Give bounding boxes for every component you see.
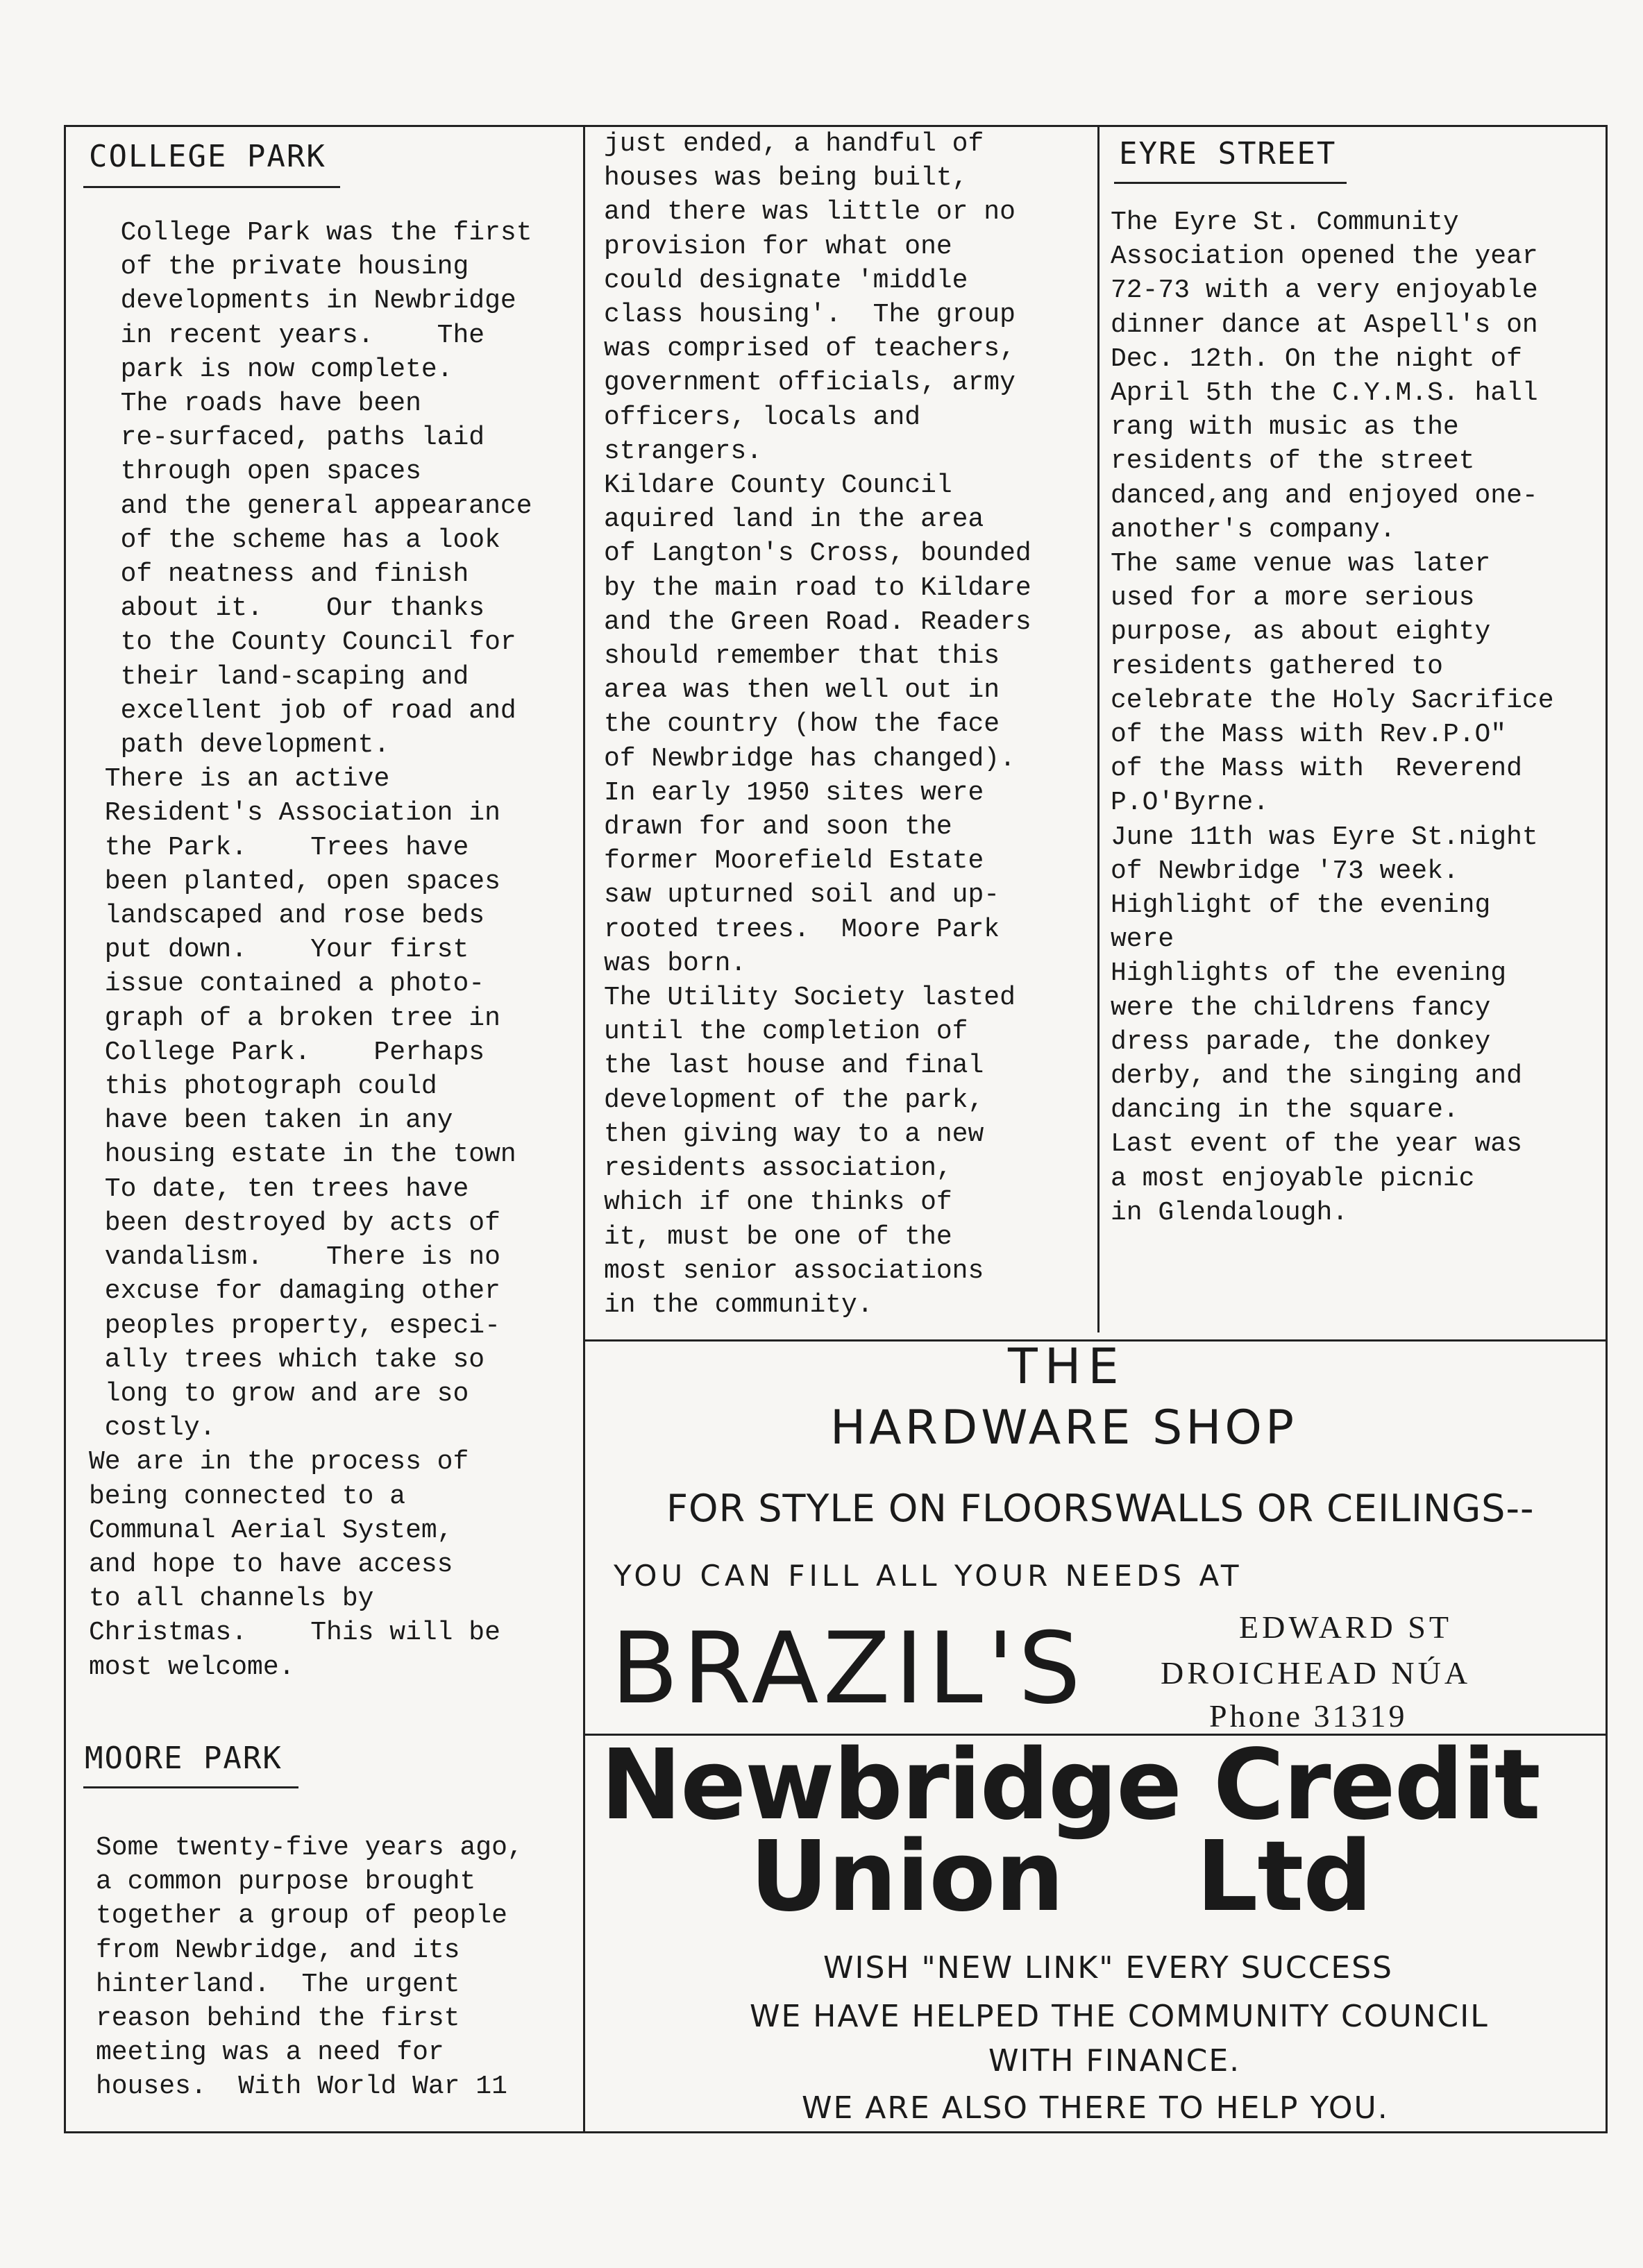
moore-park-text-line: from Newbridge, and its [96, 1935, 460, 1965]
college-park-text-line: about it. Our thanks [89, 593, 485, 624]
eyre-street-text-line: in Glendalough. [1111, 1197, 1349, 1228]
moore-park-continued-text-line: then giving way to a new [604, 1119, 984, 1149]
college-park-text-line: have been taken in any [89, 1106, 453, 1136]
eyre-street-heading-underline [1114, 182, 1347, 184]
credit-union-line4: WE ARE ALSO THERE TO HELP YOU. [802, 2090, 1389, 2126]
college-park-text-line: Resident's Association in [89, 798, 500, 829]
moore-park-continued-text-line: houses was being built, [604, 163, 968, 194]
eyre-street-text-line: dress parade, the donkey [1111, 1026, 1491, 1057]
eyre-street-text-line: of the Mass with Reverend [1111, 754, 1522, 784]
eyre-street-text-line: residents gathered to [1111, 651, 1443, 682]
moore-park-text-line: meeting was a need for [96, 2038, 444, 2068]
moore-park-heading-underline [83, 1786, 298, 1788]
college-park-text-line: vandalism. There is no [89, 1242, 500, 1273]
eyre-street-text-line: derby, and the singing and [1111, 1061, 1522, 1092]
moore-park-heading: MOORE PARK [85, 1741, 283, 1776]
moore-park-continued-text-line: most senior associations [604, 1255, 984, 1286]
moore-park-continued-text-line: the country (how the face [604, 709, 1000, 740]
college-park-text-line: in recent years. The [89, 320, 485, 350]
eyre-street-text-line: 72-73 with a very enjoyable [1111, 276, 1538, 306]
eyre-street-text-line: The same venue was later [1111, 549, 1491, 579]
college-park-text-line: put down. Your first [89, 935, 469, 965]
college-park-text-line: excuse for damaging other [89, 1276, 500, 1307]
moore-park-continued-text-line: could designate 'middle [604, 265, 968, 296]
eyre-street-text-line: Highlight of the evening [1111, 890, 1491, 921]
moore-park-continued-text-line: area was then well out in [604, 675, 1000, 706]
moore-park-continued-text-line: former Moorefield Estate [604, 846, 984, 877]
moore-park-continued-text-line: class housing'. The group [604, 300, 1016, 330]
moore-park-continued-text-line: The Utility Society lasted [604, 983, 1016, 1013]
eyre-street-text-line: were [1111, 924, 1174, 955]
moore-park-continued-text-line: rooted trees. Moore Park [604, 914, 1000, 945]
college-park-text-line: We are in the process of [89, 1447, 469, 1478]
college-park-heading-underline [83, 186, 340, 188]
eyre-street-text-line: danced,ang and enjoyed one- [1111, 480, 1538, 511]
moore-park-continued-text-line: by the main road to Kildare [604, 573, 1031, 603]
column-divider-2 [1097, 125, 1099, 1332]
eyre-street-text-line: rang with music as the [1111, 412, 1459, 443]
eyre-street-text-line: dancing in the square. [1111, 1095, 1459, 1126]
college-park-text-line: of the private housing [89, 252, 469, 282]
college-park-text-line: excellent job of road and [89, 695, 516, 726]
college-park-text-line: path development. [89, 730, 390, 761]
college-park-text-line: College Park. Perhaps [89, 1037, 485, 1067]
hardware-ad-the: THE [1008, 1338, 1126, 1395]
college-park-text-line: their land-scaping and [89, 661, 469, 692]
moore-park-continued-text-line: it, must be one of the [604, 1221, 952, 1252]
moore-park-continued-text-line: saw upturned soil and up- [604, 880, 1000, 911]
college-park-text-line: of neatness and finish [89, 559, 469, 590]
eyre-street-text-line: of Newbridge '73 week. [1111, 856, 1459, 886]
moore-park-continued-text-line: aquired land in the area [604, 505, 984, 535]
eyre-street-text-line: of the Mass with Rev.P.O" [1111, 720, 1507, 750]
hardware-ad-address-street: EDWARD ST [1239, 1609, 1452, 1645]
eyre-street-text-line: Association opened the year [1111, 242, 1538, 272]
moore-park-continued-text-line: in the community. [604, 1289, 873, 1320]
eyre-street-text-line: another's company. [1111, 514, 1396, 545]
moore-park-continued-text-line: strangers. [604, 436, 763, 466]
hardware-ad-line1-right: WALLS OR CEILINGS-- [1115, 1487, 1535, 1530]
moore-park-continued-text-line: was born. [604, 948, 747, 979]
moore-park-text-line: Some twenty-five years ago, [96, 1833, 523, 1863]
college-park-text-line: long to grow and are so [89, 1378, 469, 1409]
college-park-text-line: To date, ten trees have [89, 1174, 469, 1204]
college-park-text-line: being connected to a [89, 1481, 406, 1512]
moore-park-continued-text-line: officers, locals and [604, 402, 921, 432]
eyre-street-text-line: P.O'Byrne. [1111, 788, 1270, 818]
hardware-ad-address-town: DROICHEAD NÚA [1161, 1655, 1472, 1691]
moore-park-text-line: together a group of people [96, 1901, 507, 1931]
credit-union-line1: WISH "NEW LINK" EVERY SUCCESS [823, 1950, 1393, 1986]
moore-park-continued-text-line: In early 1950 sites were [604, 777, 984, 808]
moore-park-text-line: reason behind the first [96, 2004, 460, 2034]
college-park-text-line: and hope to have access [89, 1549, 453, 1580]
moore-park-continued-text-line: development of the park, [604, 1085, 984, 1115]
college-park-text-line: to all channels by [89, 1584, 374, 1614]
moore-park-continued-text-line: government officials, army [604, 368, 1016, 398]
moore-park-continued-text-line: should remember that this [604, 641, 1000, 672]
college-park-body [89, 216, 532, 1684]
moore-park-continued-text-line: just ended, a handful of [604, 129, 984, 159]
college-park-text-line: The roads have been [89, 389, 421, 419]
college-park-text-line: been planted, open spaces [89, 866, 500, 897]
moore-park-continued-text-line: and the Green Road. Readers [604, 607, 1031, 637]
moore-park-continued-text-line: of Newbridge has changed). [604, 743, 1016, 774]
moore-park-continued-text-line: until the completion of [604, 1017, 968, 1047]
column-divider-1 [583, 125, 585, 2133]
credit-union-line2: WE HAVE HELPED THE COMMUNITY COUNCIL [750, 1999, 1489, 2034]
college-park-text-line: re-surfaced, paths laid [89, 423, 485, 453]
college-park-text-line: graph of a broken tree in [89, 1003, 500, 1033]
credit-union-line3: WITH FINANCE. [988, 2043, 1241, 2079]
eyre-street-text-line: residents of the street [1111, 446, 1475, 477]
eyre-street-text-line: celebrate the Holy Sacrifice [1111, 685, 1554, 716]
moore-park-continued-text-line: was comprised of teachers, [604, 334, 1016, 364]
eyre-street-text-line: Highlights of the evening [1111, 958, 1507, 989]
eyre-street-text-line: Last event of the year was [1111, 1129, 1522, 1160]
college-park-text-line: There is an active [89, 764, 390, 795]
moore-park-body [96, 1831, 523, 2104]
college-park-text-line: to the County Council for [89, 627, 516, 658]
moore-park-continued-text-line: provision for what one [604, 231, 952, 262]
eyre-street-text-line: a most enjoyable picnic [1111, 1163, 1475, 1194]
hardware-ad-phone: Phone 31319 [1209, 1698, 1408, 1734]
college-park-text-line: peoples property, especi- [89, 1310, 500, 1341]
eyre-street-text-line: June 11th was Eyre St.night [1111, 822, 1538, 852]
credit-union-title-line2: Union Ltd [750, 1820, 1372, 1933]
eyre-street-text-line: April 5th the C.Y.M.S. hall [1111, 378, 1538, 409]
college-park-text-line: through open spaces [89, 457, 421, 487]
eyre-street-text-line: The Eyre St. Community [1111, 208, 1459, 237]
college-park-text-line: the Park. Trees have [89, 832, 469, 863]
college-park-text-line: this photograph could [89, 1072, 437, 1102]
moore-park-continued-text-line: the last house and final [604, 1051, 984, 1081]
college-park-text-line: developments in Newbridge [89, 286, 516, 316]
eyre-street-heading: EYRE STREET [1119, 136, 1337, 171]
college-park-text-line: landscaped and rose beds [89, 901, 485, 931]
moore-park-continued-text-line: residents association, [604, 1153, 952, 1184]
moore-park-continued-text-line: Kildare County Council [604, 471, 952, 501]
moore-park-continued-text-line: of Langton's Cross, bounded [604, 539, 1031, 569]
college-park-text-line: costly. [89, 1413, 216, 1444]
college-park-text-line: housing estate in the town [89, 1140, 516, 1170]
eyre-street-text-line: dinner dance at Aspell's on [1111, 310, 1538, 340]
eyre-street-text-line: Dec. 12th. On the night of [1111, 344, 1522, 374]
college-park-text-line: of the scheme has a look [89, 525, 500, 555]
college-park-text-line: Christmas. This will be [89, 1618, 500, 1648]
hardware-ad-line2: YOU CAN FILL ALL YOUR NEEDS AT [614, 1559, 1243, 1593]
hardware-ad-shop: HARDWARE SHOP [830, 1400, 1297, 1455]
college-park-text-line: and the general appearance [89, 491, 532, 521]
moore-park-continued-text-line: which if one thinks of [604, 1187, 952, 1218]
college-park-text-line: been destroyed by acts of [89, 1208, 500, 1238]
moore-park-continued-body [604, 127, 1031, 1322]
eyre-street-text-line: used for a more serious [1111, 583, 1475, 613]
credit-union-title-line1: Newbridge Credit [600, 1729, 1540, 1842]
hardware-ad-line1-left: FOR STYLE ON FLOORS [666, 1487, 1114, 1530]
moore-park-text-line: houses. With World War 11 [96, 2072, 507, 2102]
college-park-text-line: issue contained a photo- [89, 969, 485, 999]
eyre-street-body [1111, 205, 1554, 1230]
eyre-street-text-line: purpose, as about eighty [1111, 617, 1491, 648]
moore-park-text-line: a common purpose brought [96, 1867, 476, 1897]
college-park-text-line: College Park was the first [89, 218, 532, 248]
college-park-text-line: ally trees which take so [89, 1344, 485, 1375]
college-park-heading: COLLEGE PARK [89, 139, 326, 174]
moore-park-text-line: hinterland. The urgent [96, 1969, 460, 1999]
college-park-text-line: Communal Aerial System, [89, 1515, 453, 1546]
eyre-street-text-line: were the childrens fancy [1111, 992, 1491, 1023]
moore-park-continued-text-line: drawn for and soon the [604, 812, 952, 843]
college-park-text-line: most welcome. [89, 1652, 295, 1682]
college-park-text-line: park is now complete. [89, 354, 453, 384]
moore-park-continued-text-line: and there was little or no [604, 197, 1016, 228]
hardware-ad-brand: BRAZIL'S [611, 1611, 1085, 1726]
